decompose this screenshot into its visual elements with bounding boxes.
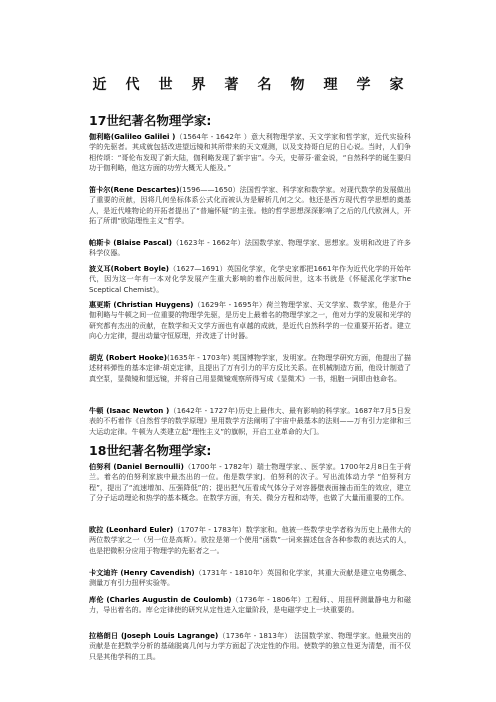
entry-text: （1627—1691）英国化学家，化学史家都把1661年作为近代化学的开始年代，因为这一年有一本对化学发展产生重大影响的着作出版问世，这本书就是《怀疑派化学家The Sceptical Chemist》。 <box>89 264 411 294</box>
entry-cavendish <box>89 568 411 589</box>
entry-pascal <box>89 238 411 259</box>
entry-text: （1700年 - 1782年）瑞士物理学家、、医学家。1700年2月8日生于荷兰。着名的伯努利家族中最杰出的一位。他是数学家J．伯努利的次子。写出流体动力学 “伯努利方程”，提出了“流速增加、压强降低”的；提出把气压看成气体分子对容器壁表面撞击而生的效应，建立了分子运动理论和热学的基本概念。在数学方面，有关、微分方程和动等，也做了大量而重要的工作。 <box>89 462 411 503</box>
entry-text: （1623年 - 1662年）法国数学家、物理学家、思想家。发明和改进了许多科学仪器。 <box>89 238 411 258</box>
entry-hooke <box>89 353 411 384</box>
entry-name: 笛卡尔(Rene Descartes) <box>89 185 180 194</box>
section-heading-18c: 18世纪著名物理学家: <box>89 443 212 458</box>
entry-euler <box>89 525 411 556</box>
entry-name: 波义耳(Robert Boyle) <box>89 264 169 273</box>
entry-text: （1736年 - 1813年） 法国数学家、物理学家。他最突出的贡献是在把数学分析的基础脱离几何与力学方面起了决定性的作用。使数学的独立性更为清楚，而不仅只是其他学科的工具。 <box>89 631 411 661</box>
entry-name: 卡文迪许 (Henry Cavendish) <box>89 568 195 577</box>
entry-name: 惠更斯 (Christian Huygens) <box>89 300 194 309</box>
entry-name: 欧拉 (Leonhard Euler) <box>89 525 174 534</box>
entry-boyle <box>89 264 411 295</box>
entry-huygens <box>89 300 411 342</box>
entry-name: 伯努利 (Daniel Bernoulli) <box>89 462 184 471</box>
entry-name: 拉格朗日 (Joseph Louis Lagrange) <box>89 631 219 640</box>
entry-text: (1596——1650）法国哲学家、科学家和数学家。对现代数学的发展做出了重要的贡献，因将几何坐标体系公式化而被认为是解析几何之父。他还是西方现代哲学思想的奠基人，是近代唯物论的开拓者提出了“普遍怀疑”的主张。他的哲学思想深深影响了之后的几代欧洲人，开拓了所谓“欧陆理性主义”哲学。 <box>89 185 411 226</box>
entry-newton <box>89 406 411 437</box>
page-title: 近代世界著名物理学家 <box>92 77 423 93</box>
entry-text: （1731年 - 1810年）英国和化学家，其重大贡献是建立电势概念、测量万有引力扭秤实验等。 <box>89 568 411 588</box>
entry-text: （1707年 - 1783年）数学家和。他被一些数学史学者称为历史上最伟大的两位数学家之一（另一位是高斯）。欧拉是第一个使用“函数”一词来描述包含各种参数的表达式的人，也是把微积分应用于物理学的先驱者之一。 <box>89 525 411 555</box>
entry-name: 伽利略(Galileo Galilei ) <box>89 132 176 141</box>
entry-galileo <box>89 132 411 174</box>
entry-descartes <box>89 185 411 227</box>
entry-lagrange <box>89 631 411 662</box>
entry-name: 牛顿 (Isaac Newton ) <box>89 406 170 415</box>
entry-bernoulli <box>89 462 411 504</box>
section-heading-17c: 17世纪著名物理学家: <box>89 113 212 128</box>
entry-text: （1629年 - 1695年）荷兰物理学家、天文学家、数学家，他是介于伽利略与牛顿之间一位重要的物理学先驱，是历史上最着名的物理学家之一，他对力学的发展和光学的研究都有杰出的贡献，在数学和天文学方面也有卓越的成就，是近代自然科学的一位重要开拓者。建立向心力定律，提出动量守恒原理，并改进了计时器。 <box>89 300 411 341</box>
entry-name: 帕斯卡 (Blaise Pascal) <box>89 238 172 247</box>
entry-text: （1564年 - 1642年 ）意大利物理学家、天文学家和哲学家，近代实验科学的先驱者。其成就包括改进望远镜和其所带来的天文观测，以及支持哥白尼的日心说。当时，人们争相传颂：“哥伦布发现了新大陆，伽利略发现了新宇宙”。今天，史蒂芬·霍金说，“自然科学的诞生要归功于伽利略，他这方面的功劳大概无人能及。” <box>89 132 411 173</box>
entry-text: (1635年 - 1703年) 英国博物学家，发明家。在物理学研究方面，他提出了描述材料弹性的基本定律-胡克定律，且提出了万有引力的平方反比关系。在机械制造方面，他设计制造了真空泵，显微镜和望远镜，并将自己用显微镜观察所得写成《显微术》一书，细胞一词即由他命名。 <box>89 353 411 383</box>
entry-text: （1642年 - 1727年)历史上最伟大、最有影响的科学家。1687年7月5日发表的不朽着作《自然哲学的数学原理》里用数学方法阐明了宇宙中最基本的法则——万有引力定律和三大运动定律。牛顿为人类建立起“理性主义”的旗帜，开启工业革命的大门。 <box>89 406 411 436</box>
entry-coulomb <box>89 595 411 616</box>
entry-text: （1736年 - 1806年）工程师、、用扭秤测量静电力和磁力，导出着名的。库仑定律使的研究从定性进入定量阶段，是电磁学史上一块重要的。 <box>89 595 411 615</box>
entry-name: 库伦 (Charles Augustin de Coulomb) <box>89 595 232 604</box>
entry-name: 胡克 (Robert Hooke) <box>89 353 167 362</box>
